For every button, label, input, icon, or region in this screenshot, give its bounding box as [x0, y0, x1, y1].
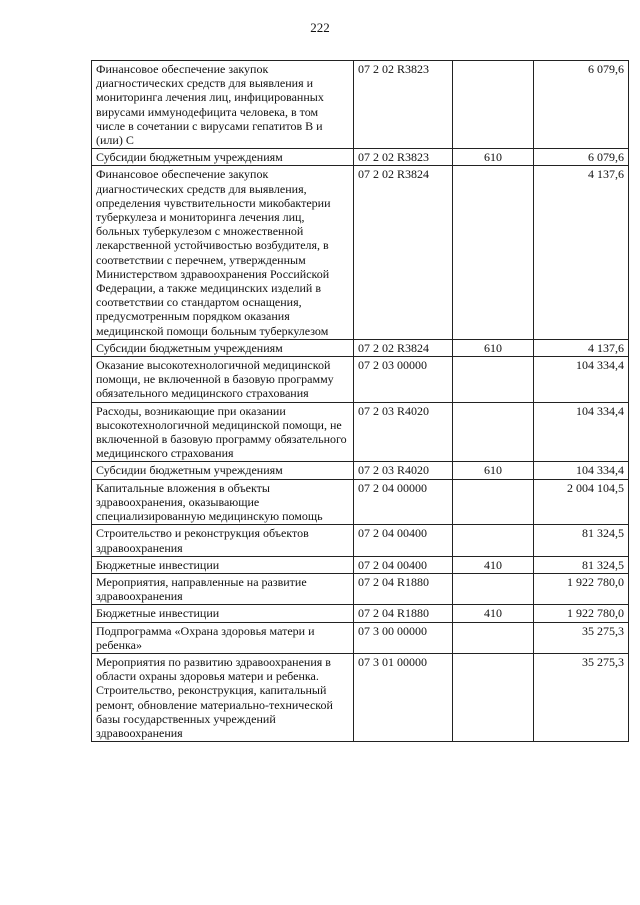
row-expense-type: [453, 357, 534, 403]
row-amount: 104 334,4: [534, 462, 629, 479]
row-code: 07 2 04 R1880: [354, 605, 453, 622]
budget-table: [91, 60, 629, 742]
row-amount: 35 275,3: [534, 653, 629, 741]
row-name: Бюджетные инвестиции: [92, 605, 354, 622]
row-name: Субсидии бюджетным учреждениям: [92, 149, 354, 166]
row-name: Бюджетные инвестиции: [92, 556, 354, 573]
row-expense-type: [453, 653, 534, 741]
row-code: 07 2 03 R4020: [354, 402, 453, 462]
row-amount: 1 922 780,0: [534, 605, 629, 622]
table-row: [92, 149, 629, 166]
table-row: [92, 166, 629, 339]
row-amount: 4 137,6: [534, 339, 629, 356]
row-name: Финансовое обеспечение закупок диагностических средств для выявления и мониторинга лечения лиц, инфицированных вирусами иммунодефицита человека, в том числе в сочетании с вирусами гепатитов В и (или) С: [92, 61, 354, 149]
row-code: 07 2 03 00000: [354, 357, 453, 403]
table-row: [92, 525, 629, 556]
row-code: 07 3 01 00000: [354, 653, 453, 741]
row-expense-type: 610: [453, 149, 534, 166]
row-expense-type: [453, 402, 534, 462]
table-row: [92, 61, 629, 149]
row-name: Оказание высокотехнологичной медицинской помощи, не включенной в базовую программу обязательного медицинского страхования: [92, 357, 354, 403]
row-amount: 104 334,4: [534, 357, 629, 403]
row-code: 07 2 04 00400: [354, 556, 453, 573]
row-expense-type: [453, 573, 534, 604]
row-expense-type: 410: [453, 605, 534, 622]
row-amount: 81 324,5: [534, 556, 629, 573]
table-row: [92, 462, 629, 479]
row-expense-type: [453, 622, 534, 653]
table-row: [92, 339, 629, 356]
row-name: Мероприятия по развитию здравоохранения в области охраны здоровья матери и ребенка. Строительство, реконструкция, капитальный ремонт, обновление материально-технической базы государственных учреждений здравоохранения: [92, 653, 354, 741]
row-name: Мероприятия, направленные на развитие здравоохранения: [92, 573, 354, 604]
row-name: Расходы, возникающие при оказании высокотехнологичной медицинской помощи, не включенной в базовую программу обязательного медицинского страхования: [92, 402, 354, 462]
row-amount: 1 922 780,0: [534, 573, 629, 604]
row-name: Субсидии бюджетным учреждениям: [92, 462, 354, 479]
row-amount: 6 079,6: [534, 61, 629, 149]
row-code: 07 2 04 00000: [354, 479, 453, 525]
page-number: 222: [310, 20, 330, 35]
table-row: [92, 605, 629, 622]
row-code: 07 2 02 R3823: [354, 149, 453, 166]
row-expense-type: [453, 525, 534, 556]
row-amount: 104 334,4: [534, 402, 629, 462]
table-row: [92, 622, 629, 653]
row-code: 07 2 04 00400: [354, 525, 453, 556]
row-name: Субсидии бюджетным учреждениям: [92, 339, 354, 356]
row-expense-type: 610: [453, 462, 534, 479]
table-row: [92, 573, 629, 604]
row-amount: 6 079,6: [534, 149, 629, 166]
row-name: Финансовое обеспечение закупок диагностических средств для выявления, определения чувствительности микобактерии туберкулеза и мониторинга лечения лиц, больных туберкулезом с множественной лекарственной устойчивостью возбудителя, в соответствии с перечнем, утвержденным Министерством здравоохранения Российской Федерации, а также медицинских изделий в соответствии со стандартом оснащения, предусмотренным порядком оказания медицинской помощи больным туберкулезом: [92, 166, 354, 339]
row-code: 07 2 02 R3823: [354, 61, 453, 149]
table-row: [92, 357, 629, 403]
row-amount: 35 275,3: [534, 622, 629, 653]
row-expense-type: [453, 61, 534, 149]
row-code: 07 3 00 00000: [354, 622, 453, 653]
table-row: [92, 479, 629, 525]
row-code: 07 2 04 R1880: [354, 573, 453, 604]
row-amount: 4 137,6: [534, 166, 629, 339]
row-expense-type: [453, 166, 534, 339]
row-expense-type: 610: [453, 339, 534, 356]
table-row: [92, 653, 629, 741]
row-amount: 2 004 104,5: [534, 479, 629, 525]
table-row: [92, 556, 629, 573]
row-code: 07 2 02 R3824: [354, 166, 453, 339]
row-code: 07 2 03 R4020: [354, 462, 453, 479]
table-row: [92, 402, 629, 462]
row-expense-type: 410: [453, 556, 534, 573]
row-amount: 81 324,5: [534, 525, 629, 556]
row-expense-type: [453, 479, 534, 525]
row-name: Подпрограмма «Охрана здоровья матери и ребенка»: [92, 622, 354, 653]
row-code: 07 2 02 R3824: [354, 339, 453, 356]
row-name: Строительство и реконструкция объектов здравоохранения: [92, 525, 354, 556]
row-name: Капитальные вложения в объекты здравоохранения, оказывающие специализированную медицинскую помощь: [92, 479, 354, 525]
